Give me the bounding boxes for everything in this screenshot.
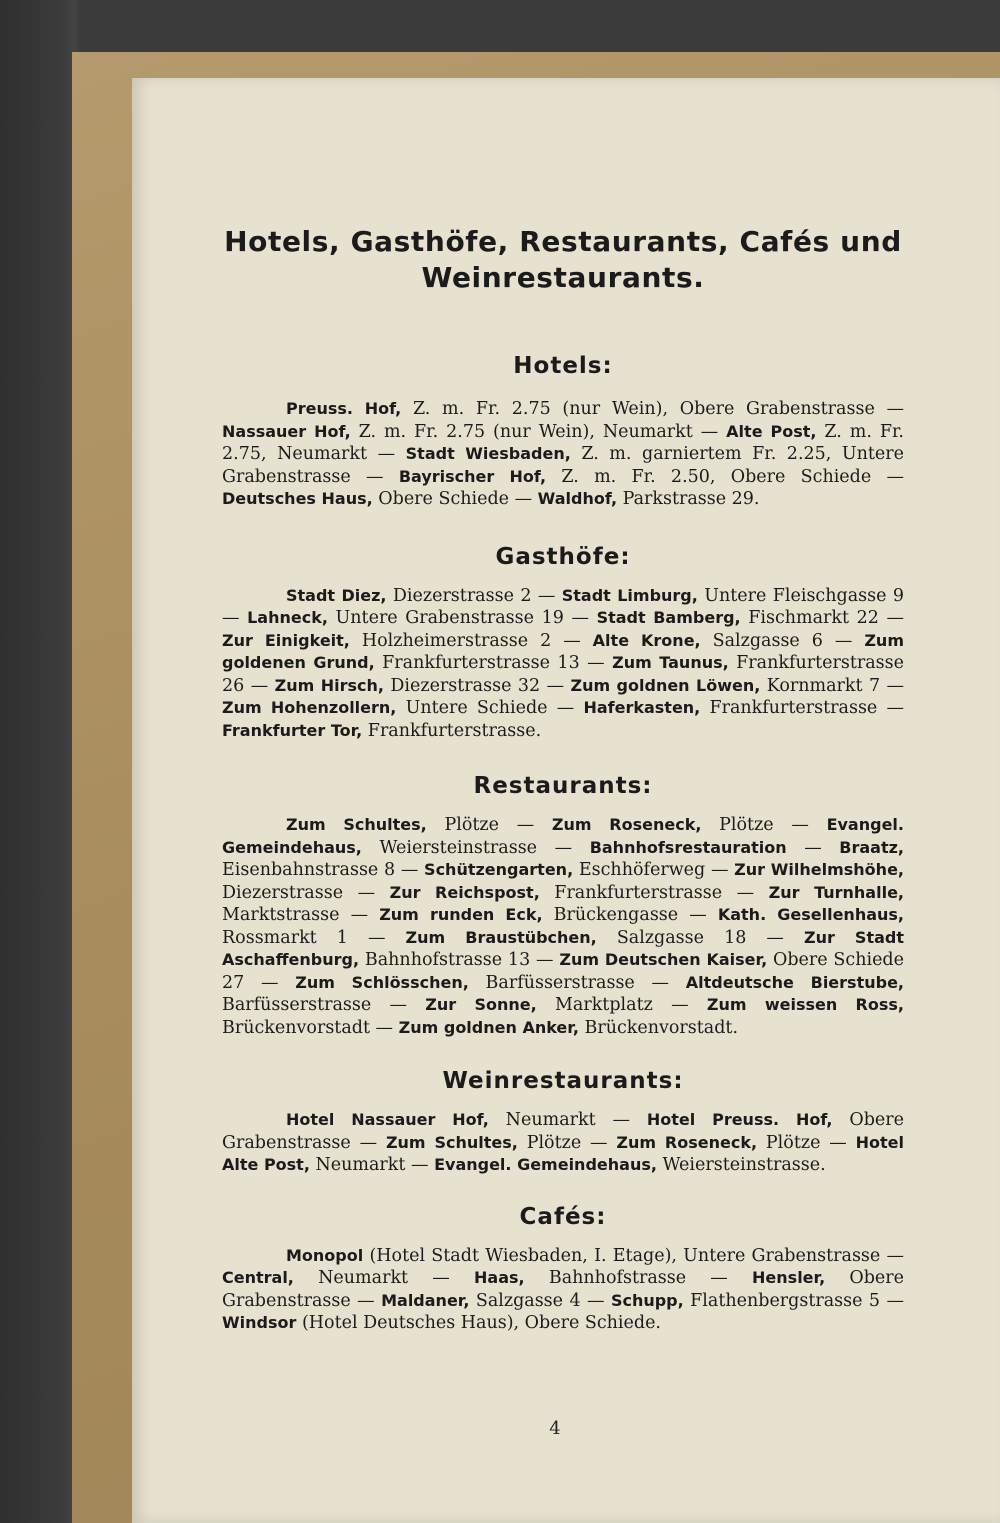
establishment-details: Diezerstrasse 2 — <box>386 585 562 606</box>
establishment-name: Zum Roseneck, <box>551 815 702 834</box>
establishment-name: Deutsches Haus, <box>222 489 373 508</box>
establishment-name: Maldaner, <box>381 1290 470 1310</box>
establishment-details: Frankfurterstrasse — <box>700 698 904 718</box>
page-title: Hotels, Gasthöfe, Restaurants, Cafés und Weinrestaurants. <box>224 225 902 294</box>
establishment-details: Flathenbergstrasse 5 — <box>683 1290 904 1311</box>
establishment-details: Salzgasse 18 — <box>596 927 804 948</box>
establishment-name: Monopol <box>286 1245 364 1265</box>
establishment-details: Rossmarkt 1 — <box>222 927 406 948</box>
establishment-name: Bahnhofsrestauration <box>589 837 787 857</box>
establishment-name: Zum goldnen Anker, <box>398 1017 579 1037</box>
establishment-name: Evangel. Gemeindehaus, <box>222 815 904 857</box>
establishment-details: Barfüsserstrasse — <box>468 972 686 993</box>
establishment-name: Haferkasten, <box>583 698 701 717</box>
establishment-name: Evangel. Gemeindehaus, <box>434 1155 657 1174</box>
establishment-name: Central, <box>222 1268 294 1287</box>
establishment-details: Untere Grabenstrasse 19 — <box>327 608 597 628</box>
establishment-name: Zum goldnen Löwen, <box>570 675 761 695</box>
section-text-gasthoefe <box>222 585 904 743</box>
establishment-details: Z. m. Fr. 2.50, Obere Schiede — <box>546 466 905 487</box>
establishment-name: Zum Hirsch, <box>274 675 384 695</box>
establishment-details: Obere Schiede 27 — <box>222 950 904 993</box>
establishment-details: Z. m. Fr. 2.75, Neumarkt — <box>222 421 904 464</box>
establishment-name: Preuss. Hof, <box>286 399 402 418</box>
establishment-details: Brückenvorstadt. <box>578 1017 739 1038</box>
establishment-name: Zum Deutschen Kaiser, <box>559 950 768 969</box>
establishment-details: Diezerstrasse 32 — <box>383 675 571 696</box>
establishment-name: Stadt Wiesbaden, <box>405 444 571 463</box>
establishment-details: Z. m. Fr. 2.75 (nur Wein), Obere Grabenstrasse — <box>401 399 904 419</box>
establishment-name: Zum runden Eck, <box>379 905 543 924</box>
establishment-name: Alte Post, <box>726 421 817 441</box>
establishment-details: Weiersteinstrasse — <box>361 837 590 858</box>
establishment-name: Altdeutsche Bierstube, <box>685 972 904 992</box>
establishment-name: Zum weissen Ross, <box>706 995 904 1014</box>
establishment-name: Zum Schlösschen, <box>295 972 469 992</box>
establishment-details: Obere Grabenstrasse — <box>222 1268 904 1311</box>
section-heading-weinrestaurants: Weinrestaurants: <box>442 1068 684 1094</box>
establishment-details: Marktplatz — <box>536 995 707 1015</box>
establishment-details: Eschhöferweg — <box>573 860 735 880</box>
establishment-name: Schützengarten, <box>424 860 574 879</box>
establishment-details: Plötze — <box>517 1132 617 1153</box>
establishment-name: Zum Schultes, <box>385 1132 518 1152</box>
establishment-details: (Hotel Stadt Wiesbaden, I. Etage), Untere Grabenstrasse — <box>363 1245 904 1266</box>
establishment-details: Bahnhofstrasse 13 — <box>359 950 560 970</box>
establishment-name: Hensler, <box>752 1268 826 1287</box>
section-heading-restaurants: Restaurants: <box>473 773 653 799</box>
establishment-details: Untere Schiede — <box>396 698 584 718</box>
establishment-details: Plötze — <box>701 815 827 835</box>
establishment-details: Fischmarkt 22 — <box>740 608 905 628</box>
establishment-details: Frankfurterstrasse 26 — <box>222 653 904 696</box>
establishment-details: Barfüsserstrasse — <box>222 995 426 1015</box>
page-number: 4 <box>549 1418 561 1439</box>
establishment-name: Frankfurter Tor, <box>222 720 363 740</box>
establishment-name: Zur Sonne, <box>425 995 537 1014</box>
establishment-name: Hotel Preuss. Hof, <box>646 1110 833 1129</box>
establishment-name: Windsor <box>222 1313 297 1332</box>
establishment-details: Holzheimerstrasse 2 — <box>349 630 593 651</box>
establishment-name: Schupp, <box>610 1290 684 1310</box>
establishment-name: Zur Reichspost, <box>389 882 540 902</box>
establishment-name: Nassauer Hof, <box>222 421 351 441</box>
establishment-name: Zum Braustübchen, <box>405 927 597 947</box>
establishment-name: Zur Wilhelmshöhe, <box>734 860 904 879</box>
establishment-details: (Hotel Deutsches Haus), Obere Schiede. <box>296 1313 661 1333</box>
establishment-details: Bahnhofstrasse — <box>524 1268 753 1288</box>
establishment-details: Brückengasse — <box>542 905 718 925</box>
section-text-weinrestaurants <box>222 1109 904 1177</box>
page-content <box>222 224 904 1335</box>
establishment-name: Stadt Diez, <box>286 585 387 605</box>
establishment-details: Neumarkt — <box>293 1268 475 1288</box>
establishment-name: Hotel Alte Post, <box>222 1132 904 1174</box>
establishment-name: Haas, <box>474 1268 525 1287</box>
section-text-restaurants <box>222 814 904 1039</box>
establishment-details: Frankfurterstrasse — <box>539 882 769 903</box>
section-heading-gasthoefe: Gasthöfe: <box>495 543 631 570</box>
establishment-details: Z. m. garniertem Fr. 2.25, Untere Grabenstrasse — <box>222 444 905 487</box>
establishment-details: Frankfurterstrasse. <box>362 720 542 741</box>
establishment-name: Braatz, <box>839 837 904 857</box>
establishment-details: Plötze — <box>426 815 552 835</box>
establishment-details: Salzgasse 4 — <box>469 1290 611 1311</box>
establishment-name: Lahneck, <box>247 608 328 627</box>
establishment-name: Zur Einigkeit, <box>222 630 350 650</box>
establishment-details: Marktstrasse — <box>222 905 380 925</box>
establishment-details: Frankfurterstrasse 13 — <box>374 653 613 673</box>
establishment-name: Bayrischer Hof, <box>398 466 547 486</box>
establishment-details: Z. m. Fr. 2.75 (nur Wein), Neumarkt — <box>350 421 727 442</box>
establishment-details: Neumarkt — <box>309 1155 435 1175</box>
establishment-details: Neumarkt — <box>488 1110 647 1130</box>
establishment-name: Waldhof, <box>537 489 618 508</box>
section-text-cafes <box>222 1245 904 1335</box>
establishment-details: Weiersteinstrasse. <box>656 1155 826 1175</box>
section-heading-cafes: Cafés: <box>519 1203 607 1230</box>
establishment-details: Obere Schiede — <box>372 489 538 509</box>
establishment-name: Stadt Limburg, <box>561 585 698 605</box>
establishment-details: Diezerstrasse — <box>222 882 390 903</box>
establishment-details: Plötze — <box>757 1132 856 1153</box>
section-heading-hotels: Hotels: <box>513 353 613 379</box>
establishment-name: Stadt Bamberg, <box>596 608 741 627</box>
establishment-name: Zum Hohenzollern, <box>222 698 397 717</box>
establishment-name: Alte Krone, <box>592 630 701 650</box>
establishment-details: Salzgasse 6 — <box>700 630 865 651</box>
establishment-name: Zur Stadt Aschaffenburg, <box>222 927 904 969</box>
establishment-details: Obere Grabenstrasse — <box>222 1110 904 1153</box>
establishment-name: Zur Turnhalle, <box>768 882 904 902</box>
establishment-name: Zum goldenen Grund, <box>222 630 904 672</box>
establishment-details: — <box>786 837 840 858</box>
section-text-hotels <box>222 398 904 511</box>
establishment-name: Zum Roseneck, <box>616 1132 758 1152</box>
establishment-name: Hotel Nassauer Hof, <box>286 1110 489 1129</box>
establishment-details: Parkstrasse 29. <box>617 489 760 509</box>
establishment-details: Kornmarkt 7 — <box>760 675 904 696</box>
establishment-name: Zum Taunus, <box>612 653 729 672</box>
establishment-name: Kath. Gesellenhaus, <box>717 905 904 924</box>
establishment-details: Untere Fleischgasse 9 — <box>222 585 904 628</box>
establishment-details: Eisenbahnstrasse 8 — <box>222 860 425 880</box>
establishment-details: Brückenvorstadt — <box>222 1017 399 1038</box>
establishment-name: Zum Schultes, <box>286 815 427 834</box>
